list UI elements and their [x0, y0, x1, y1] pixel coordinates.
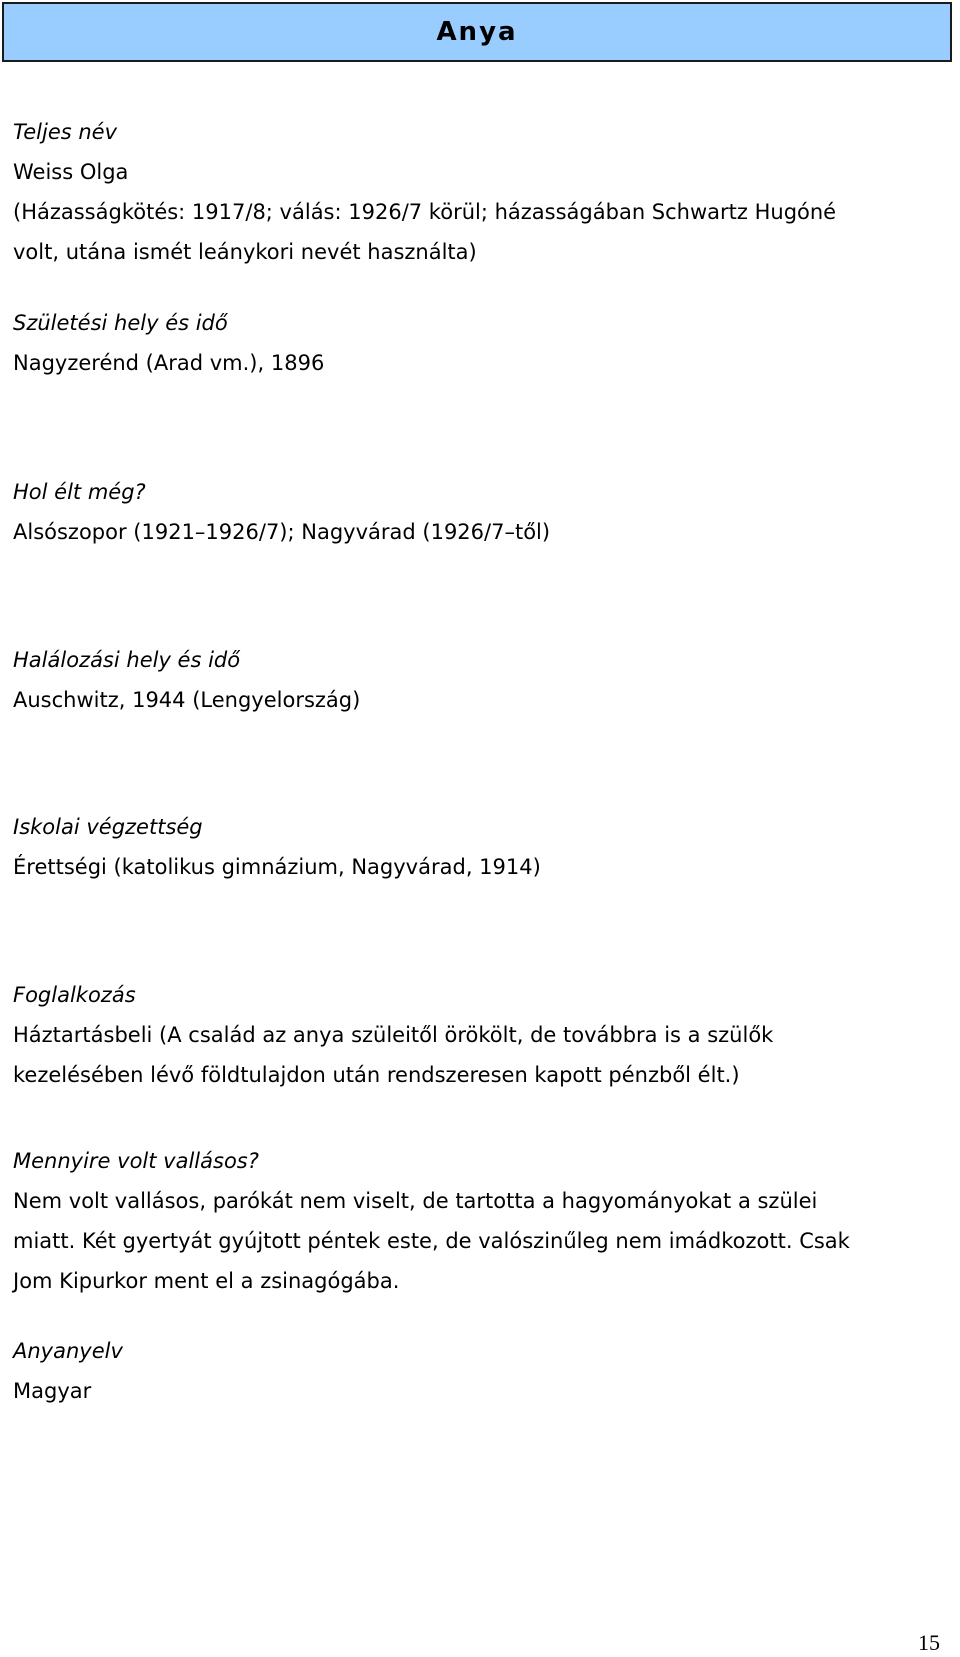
field-value: Háztartásbeli (A család az anya szüleitől örökölt, de továbbra is a szülők: [13, 1023, 774, 1047]
field-occupation: [13, 975, 933, 1095]
field-religion: [13, 1141, 933, 1301]
field-language: [13, 1331, 933, 1411]
page-number: 15: [918, 1630, 940, 1655]
field-education: [13, 807, 933, 887]
field-value: volt, utána ismét leánykori nevét használta): [13, 240, 477, 264]
field-value: Magyar: [13, 1379, 92, 1403]
field-label: Mennyire volt vallásos?: [13, 1149, 259, 1173]
field-value: Érettségi (katolikus gimnázium, Nagyvárad, 1914): [13, 855, 541, 879]
field-label: Teljes név: [13, 120, 118, 144]
field-value: Alsószopor (1921–1926/7); Nagyvárad (1926/7–től): [13, 520, 551, 544]
field-value: Auschwitz, 1944 (Lengyelország): [13, 688, 361, 712]
field-value: Nagyzerénd (Arad vm.), 1896: [13, 351, 325, 375]
section-title-box: [2, 2, 952, 62]
field-label: Foglalkozás: [13, 983, 136, 1007]
field-residence: [13, 472, 933, 552]
field-value: Nem volt vallásos, parókát nem viselt, de tartotta a hagyományokat a szülei: [13, 1189, 818, 1213]
field-death: [13, 640, 933, 720]
field-label: Halálozási hely és idő: [13, 648, 241, 672]
field-value: Jom Kipurkor ment el a zsinagógába.: [13, 1269, 400, 1293]
field-value: miatt. Két gyertyát gyújtott péntek este, de valószinűleg nem imádkozott. Csak: [13, 1229, 850, 1253]
field-label: Hol élt még?: [13, 480, 146, 504]
field-birth: [13, 303, 933, 383]
field-label: Iskolai végzettség: [13, 815, 203, 839]
field-full-name: [13, 112, 933, 272]
field-label: Születési hely és idő: [13, 311, 228, 335]
section-title: Anya: [436, 17, 518, 47]
field-value: kezelésében lévő földtulajdon után rendszeresen kapott pénzből élt.): [13, 1063, 740, 1087]
field-value: Weiss Olga: [13, 160, 129, 184]
field-value: (Házasságkötés: 1917/8; válás: 1926/7 körül; házasságában Schwartz Hugóné: [13, 200, 837, 224]
field-label: Anyanyelv: [13, 1339, 123, 1363]
